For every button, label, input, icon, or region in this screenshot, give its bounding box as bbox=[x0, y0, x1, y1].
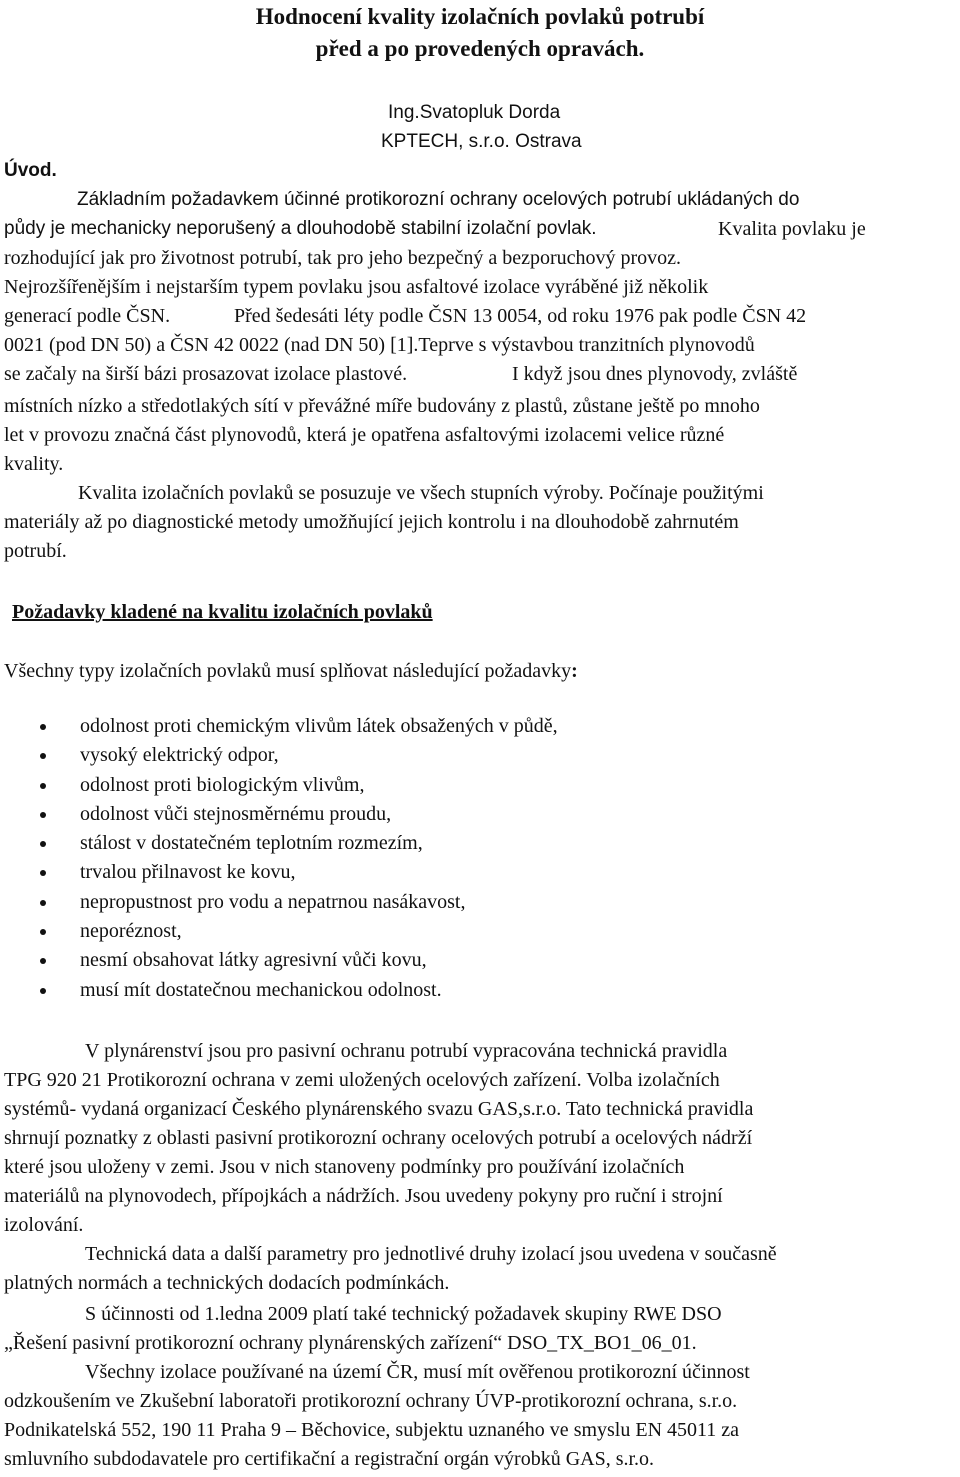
requirements-lead bbox=[4, 657, 578, 686]
requirements-lead-text: Všechny typy izolačních povlaků musí splňovat následující požadavky bbox=[4, 660, 572, 682]
closing-line: odzkoušením ve Zkušební laboratoři protikorozní ochrany ÚVP-protikorozní ochrana, s.r.o. bbox=[4, 1390, 738, 1412]
closing-line: Podnikatelská 552, 190 11 Praha 9 – Běchovice, subjektu uznaného ve smyslu EN 45011 za bbox=[4, 1419, 740, 1441]
document-title-line-2: před a po provedených opravách. bbox=[315, 36, 645, 61]
intro-line: materiály až po diagnostické metody umožňující jejich kontrolu i na dlouhodobě zahrnutém bbox=[4, 511, 739, 533]
list-item-text: stálost v dostatečném teplotním rozmezím, bbox=[80, 832, 423, 855]
closing-line: materiálů na plynovodech, přípojkách a nádržích. Jsou uvedeny pokyny pro ruční i strojní bbox=[4, 1185, 723, 1207]
requirements-heading: Požadavky kladené na kvalitu izolačních povlaků bbox=[12, 601, 433, 623]
intro-line: Před šedesáti léty podle ČSN 13 0054, od roku 1976 pak podle ČSN 42 bbox=[234, 305, 807, 327]
bullet-icon bbox=[40, 870, 46, 876]
bullet-icon bbox=[40, 783, 46, 789]
bullet-icon bbox=[40, 900, 46, 906]
list-item-text: vysoký elektrický odpor, bbox=[80, 744, 279, 767]
intro-line: Základním požadavkem účinné protikorozní ochrany ocelových potrubí ukládaných do bbox=[77, 189, 800, 210]
bullet-icon bbox=[40, 724, 46, 730]
closing-line: smluvního subdodavatele pro certifikační a registrační orgán výrobků GAS, s.r.o. bbox=[4, 1448, 655, 1470]
bullet-icon bbox=[40, 812, 46, 818]
closing-line: Všechny izolace používané na území ČR, musí mít ověřenou protikorozní účinnost bbox=[85, 1361, 750, 1383]
closing-line: V plynárenství jsou pro pasivní ochranu potrubí vypracována technická pravidla bbox=[85, 1040, 728, 1062]
intro-line: potrubí. bbox=[4, 540, 67, 562]
closing-line: které jsou uloženy v zemi. Jsou v nich stanoveny podmínky pro používání izolačních bbox=[4, 1156, 685, 1178]
closing-line: izolování. bbox=[4, 1214, 84, 1236]
list-item-text: musí mít dostatečnou mechanickou odolnost. bbox=[80, 978, 442, 1001]
intro-line: se začaly na širší bázi prosazovat izolace plastové. bbox=[4, 363, 408, 385]
intro-line: let v provozu značná část plynovodů, která je opatřena asfaltovými izolacemi velice různé bbox=[4, 424, 725, 446]
author-organization: KPTECH, s.r.o. Ostrava bbox=[381, 131, 582, 152]
closing-line: systémů- vydaná organizací Českého plynárenského svazu GAS,s.r.o. Tato technická pravidla bbox=[4, 1098, 754, 1120]
intro-line: generací podle ČSN. bbox=[4, 305, 171, 327]
intro-line: I když jsou dnes plynovody, zvláště bbox=[512, 363, 798, 385]
list-item-text: odolnost proti biologickým vlivům, bbox=[80, 773, 365, 796]
list-item-text: neporéznost, bbox=[80, 920, 182, 943]
intro-line: místních nízko a středotlakých sítí v převážné míře budovány z plastů, zůstane ještě po mnoho bbox=[4, 395, 760, 417]
list-item-text: nepropustnost pro vodu a nepatrnou nasákavost, bbox=[80, 890, 466, 913]
list-item-text: odolnost proti chemickým vlivům látek obsažených v půdě, bbox=[80, 715, 558, 737]
closing-line: shrnují poznatky z oblasti pasivní protikorozní ochrany ocelových potrubí a ocelových nádrží bbox=[4, 1127, 753, 1149]
requirements-lead-colon: : bbox=[571, 660, 578, 682]
list-item-text: odolnost vůči stejnosměrnému proudu, bbox=[80, 802, 392, 825]
intro-line: Kvalita izolačních povlaků se posuzuje ve všech stupních výroby. Počínaje použitými bbox=[78, 482, 764, 504]
bullet-icon bbox=[40, 753, 46, 759]
intro-line: Nejrozšířenějším i nejstarším typem povlaku jsou asfaltové izolace vyráběné již několik bbox=[4, 276, 709, 298]
document-title-line-1: Hodnocení kvality izolačních povlaků potrubí bbox=[255, 4, 705, 29]
closing-line: „Řešení pasivní protikorozní ochrany plynárenských zařízení“ DSO_TX_BO1_06_01. bbox=[4, 1332, 697, 1354]
bullet-icon bbox=[40, 958, 46, 964]
author-name: Ing.Svatopluk Dorda bbox=[388, 102, 561, 123]
closing-line: platných normách a technických dodacích podmínkách. bbox=[4, 1272, 450, 1294]
closing-line: Technická data a další parametry pro jednotlivé druhy izolací jsou uvedena v současně bbox=[85, 1243, 777, 1265]
intro-line: kvality. bbox=[4, 453, 64, 475]
closing-line: TPG 920 21 Protikorozní ochrana v zemi uložených ocelových zařízení. Volba izolačních bbox=[4, 1069, 720, 1091]
bullet-icon bbox=[40, 988, 46, 994]
bullet-icon bbox=[40, 841, 46, 847]
intro-line: Kvalita povlaku je bbox=[718, 218, 866, 240]
bullet-icon bbox=[40, 929, 46, 935]
intro-line: rozhodující jak pro životnost potrubí, tak pro jeho bezpečný a bezporuchový provoz. bbox=[4, 247, 682, 269]
intro-heading: Úvod. bbox=[4, 160, 57, 181]
list-item-text: trvalou přilnavost ke kovu, bbox=[80, 861, 296, 884]
list-item-text: nesmí obsahovat látky agresivní vůči kovu, bbox=[80, 949, 427, 972]
intro-line: 0021 (pod DN 50) a ČSN 42 0022 (nad DN 50) [1].Teprve s výstavbou tranzitních plynovodů bbox=[4, 334, 755, 356]
closing-line: S účinnosti od 1.ledna 2009 platí také technický požadavek skupiny RWE DSO bbox=[85, 1303, 722, 1325]
intro-line: půdy je mechanicky neporušený a dlouhodobě stabilní izolační povlak. bbox=[4, 218, 597, 239]
